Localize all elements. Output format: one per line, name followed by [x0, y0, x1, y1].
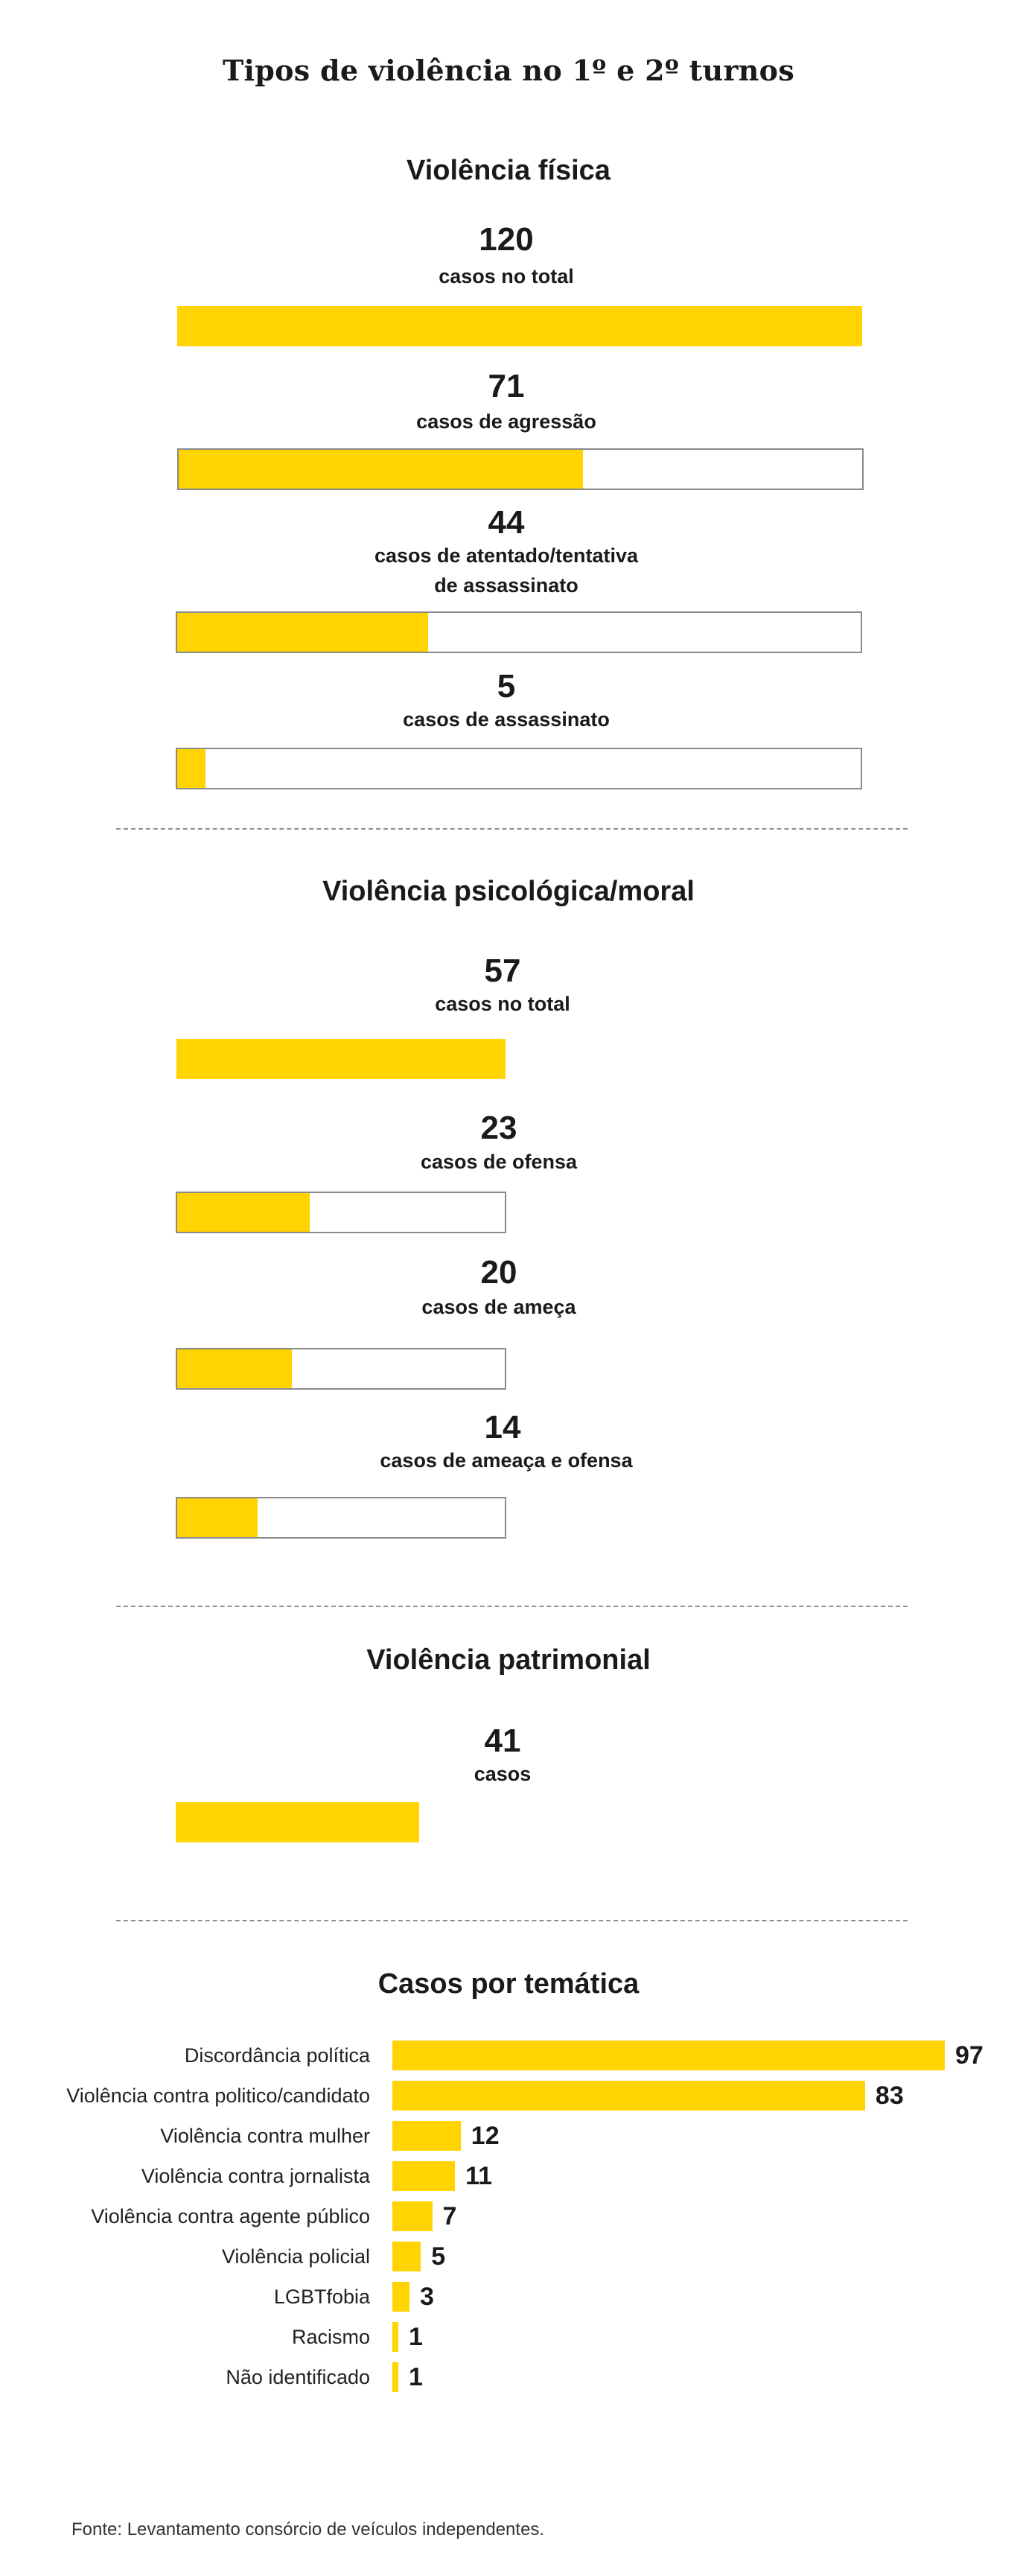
category-label: Racismo: [291, 2326, 370, 2348]
bar-track: [176, 1497, 506, 1539]
value-fisica-total: 120: [479, 221, 534, 258]
bar-fill: [177, 1349, 292, 1388]
category-bar: [392, 2282, 409, 2312]
category-bar: [392, 2322, 398, 2352]
category-bar: [392, 2161, 455, 2191]
bar-track: [177, 306, 862, 346]
value-fisica-atentado: 44: [488, 504, 525, 541]
caption-fisica-atentado-line1: casos de atentado/tentativa: [374, 544, 639, 567]
caption-fisica-agressao: casos de agressão: [416, 410, 596, 433]
value-psico-ameaca-ofensa: 14: [484, 1409, 521, 1446]
category-label: Violência contra politico/candidato: [66, 2084, 370, 2107]
caption-psico-ameca: casos de ameça: [421, 1296, 576, 1318]
page-title: Tipos de violência no 1º e 2º turnos: [222, 54, 795, 87]
category-bar: [392, 2121, 461, 2151]
section-divider: [116, 1920, 908, 1921]
bar-track: [176, 1192, 506, 1233]
caption-fisica-total: casos no total: [439, 265, 574, 287]
caption-psico-total: casos no total: [435, 993, 570, 1015]
category-value: 1: [409, 2323, 423, 2351]
section-title-fisica: Violência física: [407, 155, 610, 186]
category-bar: [392, 2081, 865, 2111]
bar-fill: [176, 1802, 419, 1842]
bar-track: [176, 1348, 506, 1390]
bar-track: [176, 1802, 419, 1842]
category-bar: [392, 2041, 945, 2070]
category-label: Violência contra mulher: [160, 2125, 370, 2147]
chart-title: Casos por temática: [377, 1968, 640, 2000]
category-label: Violência contra jornalista: [141, 2165, 370, 2187]
category-value: 1: [409, 2363, 423, 2391]
bar-fill: [177, 749, 205, 788]
bar-fill: [177, 1498, 258, 1537]
bar-track: [176, 1039, 506, 1079]
theme-bar-chart: [0, 2041, 1017, 2428]
section-title-psicologica: Violência psicológica/moral: [322, 876, 695, 907]
source-note: Fonte: Levantamento consórcio de veículos independentes.: [71, 2519, 545, 2540]
category-label: Violência contra agente público: [91, 2205, 370, 2227]
caption-fisica-assassinato: casos de assassinato: [403, 708, 610, 731]
category-value: 12: [471, 2122, 500, 2150]
caption-psico-ameaca-ofensa: casos de ameaça e ofensa: [380, 1449, 633, 1472]
section-divider: [116, 1606, 908, 1607]
category-value: 7: [442, 2202, 457, 2230]
section-divider: [116, 828, 908, 830]
category-value: 5: [431, 2242, 446, 2271]
value-fisica-agressao: 71: [488, 368, 525, 404]
category-value: 83: [875, 2082, 904, 2110]
bar-fill: [177, 613, 428, 652]
category-label: Não identificado: [226, 2366, 370, 2388]
category-value: 11: [465, 2162, 493, 2190]
category-bar: [392, 2362, 398, 2392]
bar-fill: [179, 450, 583, 489]
category-bar: [392, 2242, 421, 2271]
category-bar: [392, 2201, 433, 2231]
category-value: 3: [419, 2283, 434, 2311]
bar-fill: [177, 306, 862, 346]
value-psico-total: 57: [484, 953, 521, 989]
caption-patrimonial: casos: [474, 1763, 532, 1785]
category-label: Discordância política: [184, 2044, 370, 2067]
bar-fill: [177, 1193, 310, 1232]
value-psico-ofensa: 23: [480, 1110, 517, 1146]
caption-fisica-atentado-line2: de assassinato: [434, 574, 578, 597]
category-label: LGBTfobia: [273, 2286, 370, 2308]
category-label: Violência policial: [221, 2245, 370, 2268]
section-title-patrimonial: Violência patrimonial: [366, 1644, 651, 1676]
value-psico-ameca: 20: [480, 1254, 517, 1291]
bar-track: [176, 748, 862, 789]
category-value: 97: [955, 2041, 983, 2070]
value-patrimonial: 41: [484, 1723, 521, 1759]
bar-track: [176, 611, 862, 653]
bar-fill: [176, 1039, 506, 1079]
bar-track: [177, 448, 864, 490]
caption-psico-ofensa: casos de ofensa: [420, 1151, 578, 1173]
value-fisica-assassinato: 5: [497, 668, 516, 705]
